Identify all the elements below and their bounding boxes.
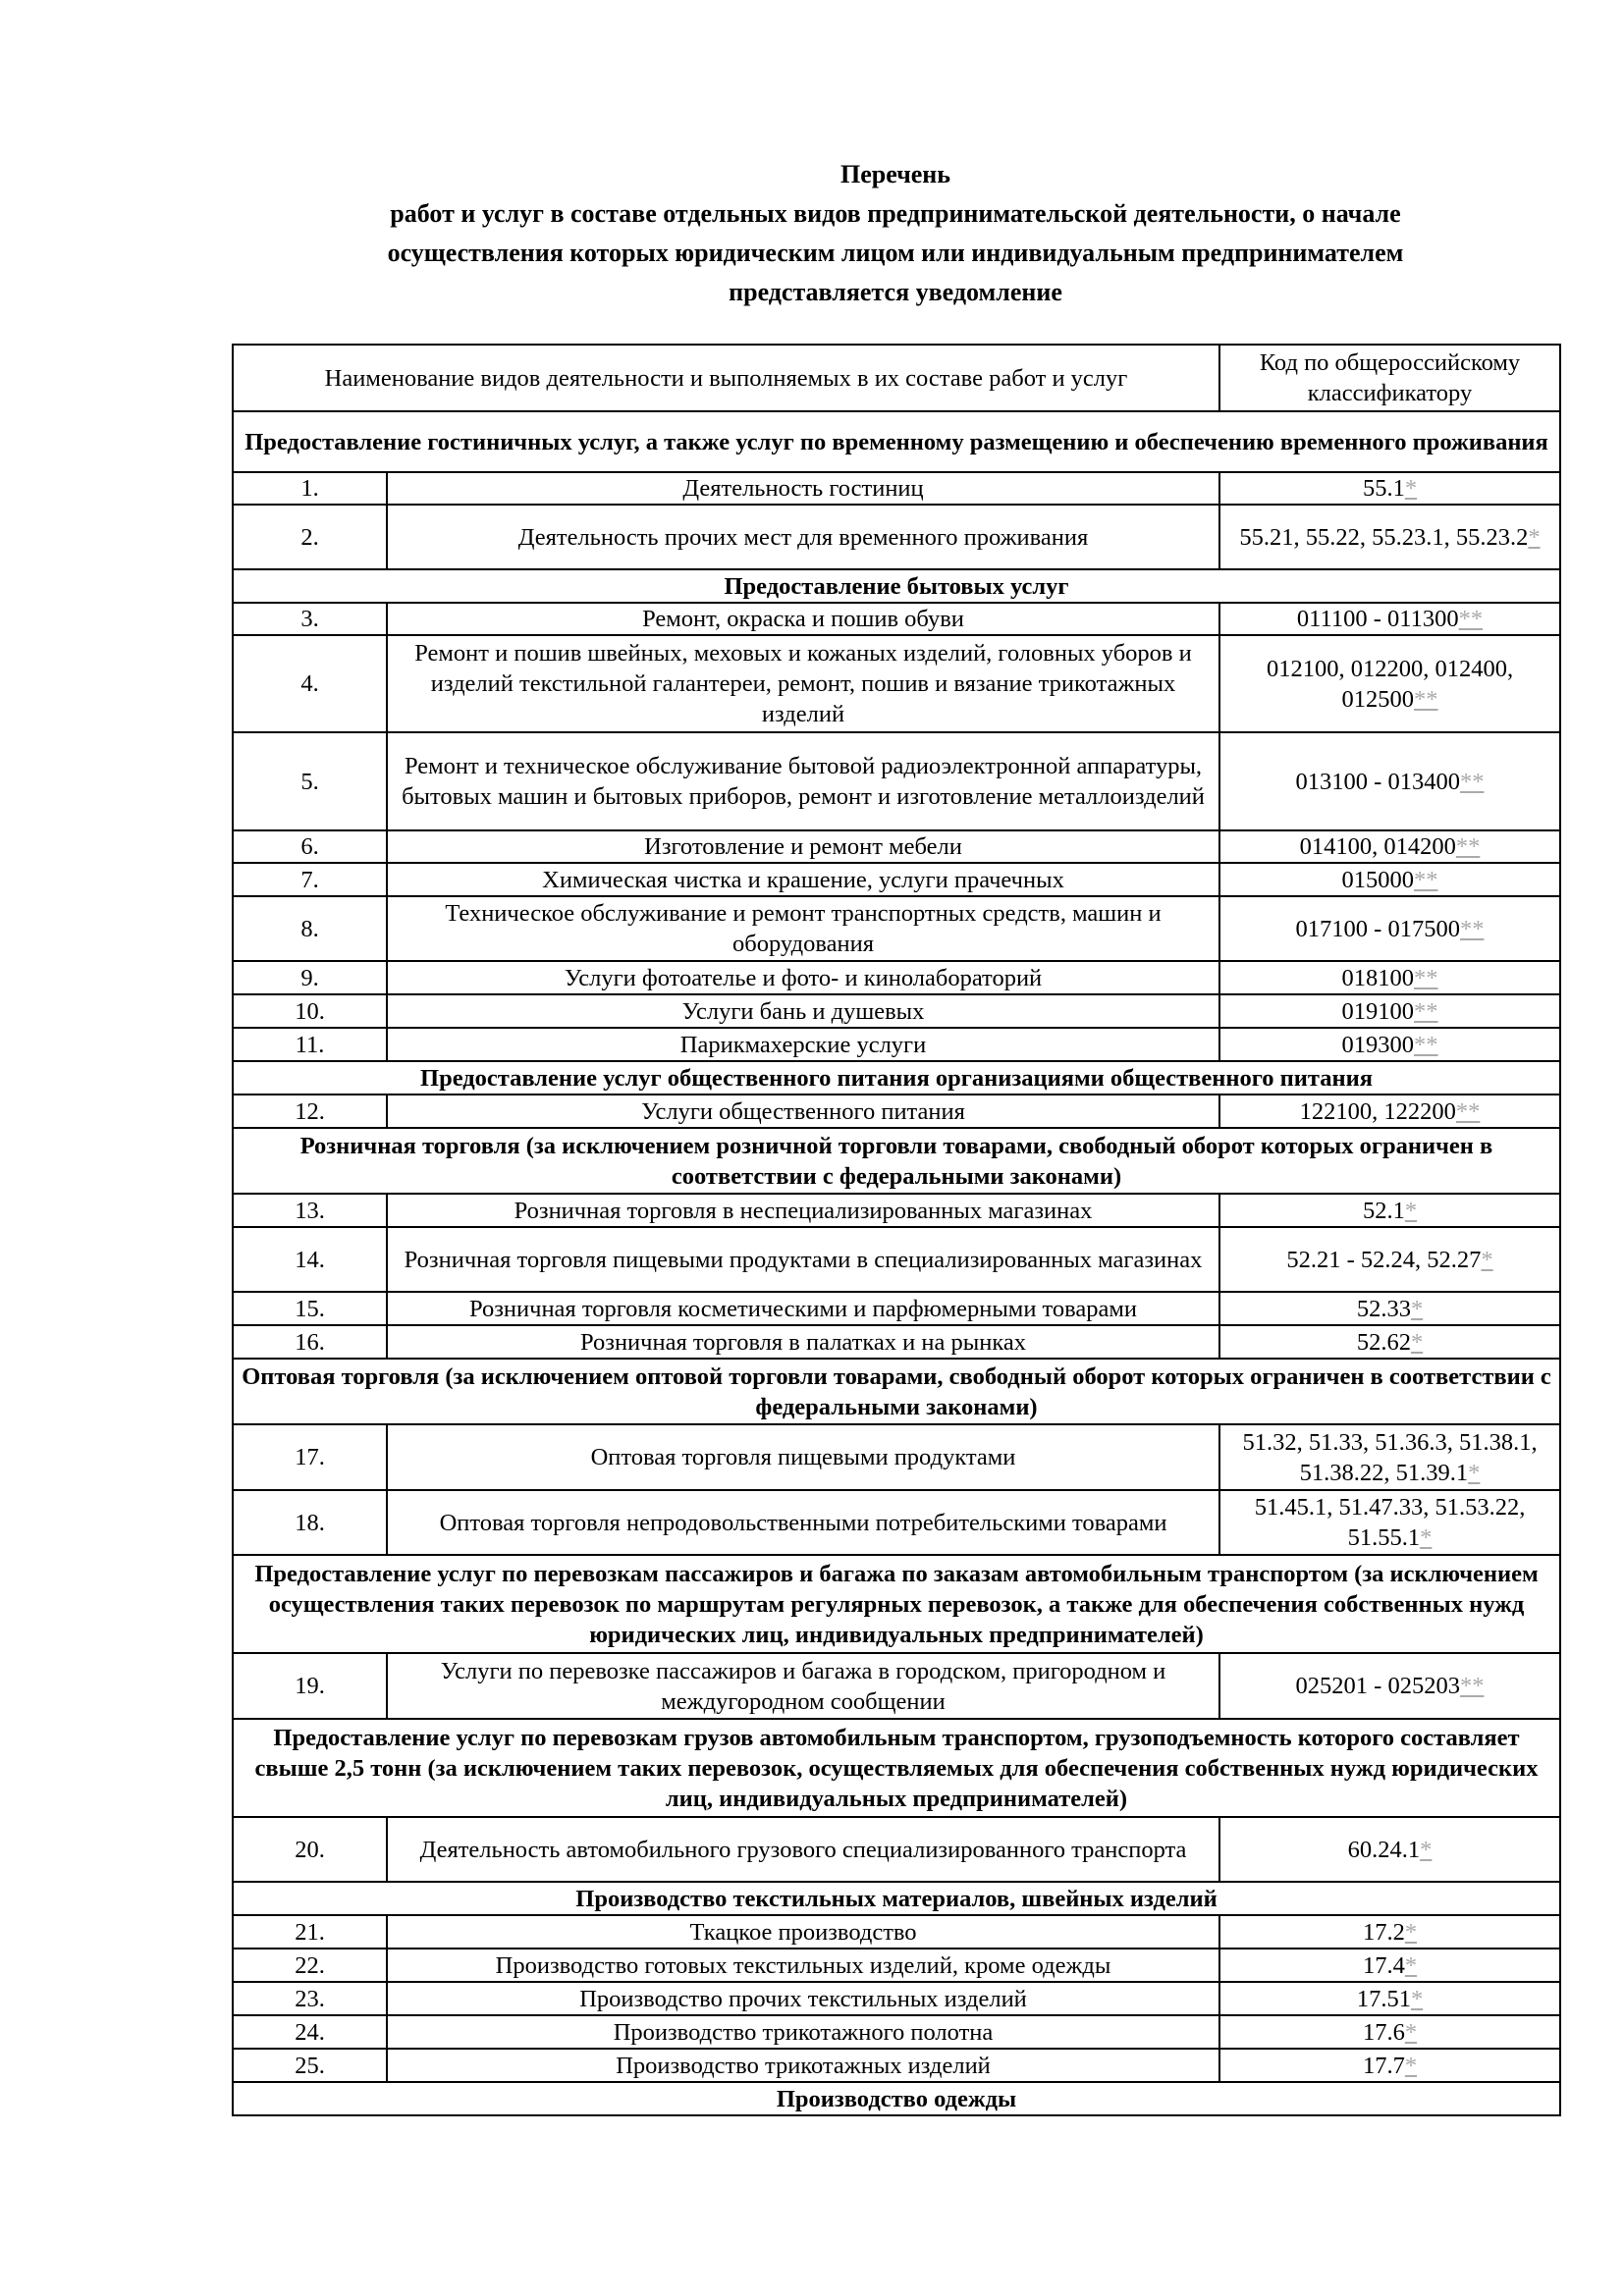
table-row (233, 896, 1560, 961)
row-number: 21. (233, 1915, 387, 1949)
row-number: 3. (233, 603, 387, 635)
classifier-code: 52.33 (1356, 1295, 1411, 1322)
activity-name: Розничная торговля в неспециализированных магазинах (387, 1194, 1219, 1227)
activity-name: Парикмахерские услуги (387, 1028, 1219, 1061)
row-number: 19. (233, 1653, 387, 1719)
section-title: Производство одежды (233, 2082, 1560, 2115)
table-row (233, 1982, 1560, 2015)
activity-name: Химическая чистка и крашение, услуги прачечных (387, 863, 1219, 896)
classifier-code-cell (1219, 2015, 1560, 2049)
table-row (233, 961, 1560, 994)
activity-name: Деятельность прочих мест для временного проживания (387, 505, 1219, 569)
table-row (233, 1325, 1560, 1359)
footnote-link[interactable]: * (1404, 1197, 1418, 1224)
table-row (233, 1424, 1560, 1490)
row-number: 20. (233, 1817, 387, 1882)
row-number: 9. (233, 961, 387, 994)
classifier-code: 012100, 012200, 012400, 012500 (1266, 655, 1514, 713)
row-number: 16. (233, 1325, 387, 1359)
classifier-code-cell (1219, 1424, 1560, 1490)
classifier-code: 17.2 (1362, 1918, 1405, 1946)
row-number: 8. (233, 896, 387, 961)
row-number: 10. (233, 994, 387, 1028)
classifier-code: 51.32, 51.33, 51.36.3, 51.38.1, 51.38.22, 51.39.1 (1242, 1428, 1538, 1486)
classifier-code: 015000 (1341, 866, 1414, 893)
section-row (233, 1555, 1560, 1653)
footnote-link[interactable]: ** (1459, 1673, 1485, 1699)
classifier-code-cell (1219, 1653, 1560, 1719)
footnote-link[interactable]: * (1468, 1459, 1481, 1486)
activity-name: Розничная торговля в палатках и на рынках (387, 1325, 1219, 1359)
activity-name: Ремонт, окраска и пошив обуви (387, 603, 1219, 635)
footnote-link[interactable]: ** (1455, 1097, 1481, 1125)
activity-name: Деятельность автомобильного грузового специализированного транспорта (387, 1817, 1219, 1882)
footnote-link[interactable]: * (1404, 1918, 1418, 1946)
table-row (233, 1227, 1560, 1292)
section-row (233, 2082, 1560, 2115)
section-row (233, 1359, 1560, 1424)
classifier-code-cell (1219, 1095, 1560, 1128)
row-number: 24. (233, 2015, 387, 2049)
footnote-link[interactable]: * (1410, 1328, 1424, 1356)
classifier-code: 017100 - 017500 (1295, 915, 1460, 942)
footnote-link[interactable]: * (1410, 1985, 1424, 2012)
section-title: Оптовая торговля (за исключением оптовой торговли товарами, свободный оборот которых ограничен в соответствии с федеральными законами) (233, 1359, 1560, 1424)
row-number: 15. (233, 1292, 387, 1325)
activity-name: Оптовая торговля непродовольственными потребительскими товарами (387, 1490, 1219, 1555)
table-header-row (233, 345, 1560, 411)
classifier-code: 17.6 (1362, 2018, 1405, 2046)
classifier-code-cell (1219, 1915, 1560, 1949)
classifier-code: 17.7 (1362, 2052, 1405, 2079)
table-row (233, 994, 1560, 1028)
classifier-code: 122100, 122200 (1299, 1097, 1456, 1125)
section-row (233, 411, 1560, 472)
table-row (233, 505, 1560, 569)
classifier-code-cell (1219, 635, 1560, 732)
row-number: 6. (233, 830, 387, 863)
classifier-code: 013100 - 013400 (1295, 768, 1460, 795)
table-row (233, 1490, 1560, 1555)
classifier-code-cell (1219, 994, 1560, 1028)
classifier-code-cell (1219, 961, 1560, 994)
table-row (233, 732, 1560, 830)
title-line-1: Перечень (839, 160, 951, 188)
classifier-code-cell (1219, 2049, 1560, 2082)
classifier-code-cell (1219, 472, 1560, 505)
activity-name: Ремонт и техническое обслуживание бытовой радиоэлектронной аппаратуры, бытовых машин и бытовых приборов, ремонт и изготовление металлоизделий (387, 732, 1219, 830)
table-row (233, 472, 1560, 505)
title-line-2: работ и услуг в составе отдельных видов предпринимательской деятельности, о начале (390, 199, 1401, 228)
header-code-cell: Код по общероссийскому классификатору (1219, 345, 1560, 411)
footnote-link[interactable]: ** (1414, 997, 1438, 1025)
activity-name: Производство готовых текстильных изделий, кроме одежды (387, 1949, 1219, 1982)
section-title: Предоставление услуг по перевозкам грузов автомобильным транспортом, грузоподъемность которого составляет свыше 2,5 тонн (за исключением таких перевозок, осуществляемых для обеспечения собственных нужд юридических лиц, индивидуальных предпринимателей) (233, 1719, 1560, 1817)
activity-name: Техническое обслуживание и ремонт транспортных средств, машин и оборудования (387, 896, 1219, 961)
classifier-code-cell (1219, 505, 1560, 569)
table-row (233, 635, 1560, 732)
footnote-link[interactable]: * (1404, 2052, 1418, 2079)
footnote-link[interactable]: * (1528, 523, 1541, 551)
classifier-code-cell (1219, 1028, 1560, 1061)
table-row (233, 1028, 1560, 1061)
footnote-link[interactable]: * (1420, 1524, 1433, 1551)
activity-name: Ткацкое производство (387, 1915, 1219, 1949)
activity-name: Розничная торговля пищевыми продуктами в специализированных магазинах (387, 1227, 1219, 1292)
classifier-code-cell (1219, 1292, 1560, 1325)
classifier-code: 014100, 014200 (1299, 833, 1456, 860)
footnote-link[interactable]: * (1404, 1951, 1418, 1979)
table-row (233, 1653, 1560, 1719)
table-row (233, 2015, 1560, 2049)
row-number: 5. (233, 732, 387, 830)
section-row (233, 1061, 1560, 1095)
footnote-link[interactable]: ** (1459, 915, 1485, 942)
row-number: 14. (233, 1227, 387, 1292)
activity-name: Ремонт и пошив швейных, меховых и кожаных изделий, головных уборов и изделий текстильной галантереи, ремонт, пошив и вязание трикотажных изделий (387, 635, 1219, 732)
row-number: 17. (233, 1424, 387, 1490)
footnote-link[interactable]: ** (1414, 685, 1438, 713)
row-number: 2. (233, 505, 387, 569)
row-number: 4. (233, 635, 387, 732)
section-title: Предоставление услуг по перевозкам пассажиров и багажа по заказам автомобильным транспортом (за исключением осуществления таких перевозок по маршрутам регулярных перевозок, а также для обеспечения собственных нужд юридических лиц, индивидуальных предпринимателей) (233, 1555, 1560, 1653)
footnote-link[interactable]: ** (1458, 606, 1484, 632)
table-row (233, 2049, 1560, 2082)
row-number: 23. (233, 1982, 387, 2015)
footnote-link[interactable]: * (1404, 2018, 1418, 2046)
footnote-link[interactable]: * (1404, 475, 1418, 502)
classifier-code-cell (1219, 603, 1560, 635)
table-row (233, 1949, 1560, 1982)
classifier-code-cell (1219, 896, 1560, 961)
row-number: 25. (233, 2049, 387, 2082)
row-number: 18. (233, 1490, 387, 1555)
activity-name: Изготовление и ремонт мебели (387, 830, 1219, 863)
title-line-4: представляется уведомление (729, 278, 1062, 306)
row-number: 12. (233, 1095, 387, 1128)
document-title (232, 155, 1559, 312)
section-row (233, 1128, 1560, 1194)
section-row (233, 1719, 1560, 1817)
table-row (233, 1817, 1560, 1882)
footnote-link[interactable]: ** (1414, 866, 1438, 893)
footnote-link[interactable]: * (1481, 1246, 1493, 1273)
classifier-code-cell (1219, 1982, 1560, 2015)
activity-name: Розничная торговля косметическими и парфюмерными товарами (387, 1292, 1219, 1325)
classifier-code: 011100 - 011300 (1296, 606, 1459, 632)
table-row (233, 830, 1560, 863)
section-title: Розничная торговля (за исключением розничной торговли товарами, свободный оборот которых ограничен в соответствии с федеральными законами) (233, 1128, 1560, 1194)
table-row (233, 603, 1560, 635)
row-number: 13. (233, 1194, 387, 1227)
classifier-code: 52.1 (1362, 1197, 1405, 1224)
footnote-link[interactable]: * (1420, 1836, 1433, 1863)
classifier-code-cell (1219, 1490, 1560, 1555)
classifier-code-cell (1219, 1949, 1560, 1982)
classifier-code: 019300 (1341, 1031, 1414, 1058)
section-title: Предоставление услуг общественного питания организациями общественного питания (233, 1061, 1560, 1095)
classifier-code: 52.62 (1356, 1328, 1411, 1356)
section-row (233, 1882, 1560, 1915)
classifier-code-cell (1219, 1817, 1560, 1882)
classifier-code: 51.45.1, 51.47.33, 51.53.22, 51.55.1 (1254, 1494, 1526, 1551)
table-row (233, 1292, 1560, 1325)
activity-name: Производство прочих текстильных изделий (387, 1982, 1219, 2015)
classifier-code: 52.21 - 52.24, 52.27 (1286, 1246, 1482, 1273)
footnote-link[interactable]: ** (1414, 964, 1438, 991)
activities-table (232, 344, 1561, 2116)
classifier-code: 025201 - 025203 (1295, 1673, 1460, 1699)
activity-name: Оптовая торговля пищевыми продуктами (387, 1424, 1219, 1490)
activity-name: Услуги по перевозке пассажиров и багажа в городском, пригородном и междугородном сообщении (387, 1653, 1219, 1719)
activity-name: Услуги общественного питания (387, 1095, 1219, 1128)
footnote-link[interactable]: ** (1414, 1031, 1438, 1058)
classifier-code: 018100 (1341, 964, 1414, 991)
footnote-link[interactable]: * (1410, 1295, 1424, 1322)
row-number: 22. (233, 1949, 387, 1982)
activity-name: Услуги фотоателье и фото- и кинолабораторий (387, 961, 1219, 994)
header-name-cell: Наименование видов деятельности и выполняемых в их составе работ и услуг (233, 345, 1219, 411)
row-number: 1. (233, 472, 387, 505)
activity-name: Производство трикотажного полотна (387, 2015, 1219, 2049)
section-title: Предоставление гостиничных услуг, а также услуг по временному размещению и обеспечению временного проживания (233, 411, 1560, 472)
classifier-code-cell (1219, 863, 1560, 896)
activity-name: Производство трикотажных изделий (387, 2049, 1219, 2082)
classifier-code: 60.24.1 (1347, 1836, 1421, 1863)
classifier-code-cell (1219, 830, 1560, 863)
section-title: Производство текстильных материалов, швейных изделий (233, 1882, 1560, 1915)
classifier-code-cell (1219, 1194, 1560, 1227)
classifier-code: 17.51 (1356, 1985, 1411, 2012)
footnote-link[interactable]: ** (1459, 768, 1485, 795)
table-row (233, 1915, 1560, 1949)
footnote-link[interactable]: ** (1455, 833, 1481, 860)
classifier-code-cell (1219, 1325, 1560, 1359)
row-number: 7. (233, 863, 387, 896)
table-row (233, 863, 1560, 896)
classifier-code: 55.21, 55.22, 55.23.1, 55.23.2 (1239, 523, 1529, 551)
table-row (233, 1095, 1560, 1128)
activity-name: Деятельность гостиниц (387, 472, 1219, 505)
classifier-code: 019100 (1341, 997, 1414, 1025)
classifier-code-cell (1219, 732, 1560, 830)
table-row (233, 1194, 1560, 1227)
classifier-code-cell (1219, 1227, 1560, 1292)
title-line-3: осуществления которых юридическим лицом или индивидуальным предпринимателем (387, 239, 1404, 267)
row-number: 11. (233, 1028, 387, 1061)
table-body (233, 411, 1560, 2115)
classifier-code: 55.1 (1362, 475, 1405, 502)
activity-name: Услуги бань и душевых (387, 994, 1219, 1028)
classifier-code: 17.4 (1362, 1951, 1405, 1979)
section-row (233, 569, 1560, 603)
section-title: Предоставление бытовых услуг (233, 569, 1560, 603)
